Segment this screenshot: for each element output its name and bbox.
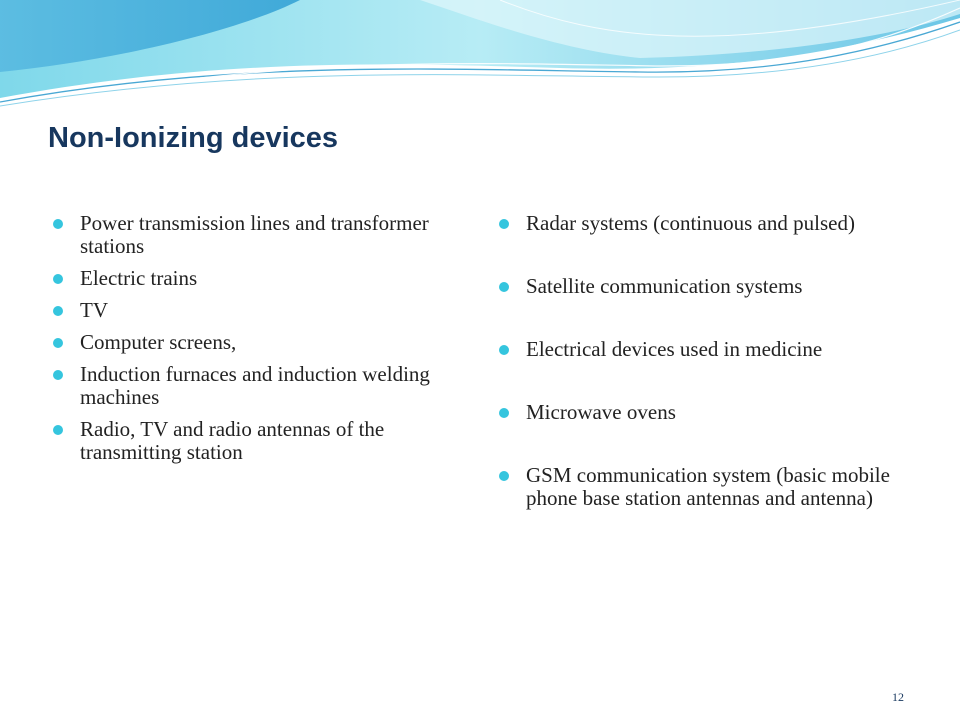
page-number: 12 xyxy=(892,690,904,704)
slide-title: Non-Ionizing devices xyxy=(48,122,339,154)
right-bullet-list xyxy=(497,212,937,528)
list-item: Computer screens, xyxy=(51,331,466,354)
list-item: Satellite communication systems xyxy=(497,275,937,298)
list-item: Radar systems (continuous and pulsed) xyxy=(497,212,937,235)
list-item: Induction furnaces and induction welding machines xyxy=(51,363,466,409)
list-item: Radio, TV and radio antennas of the transmitting station xyxy=(51,418,466,464)
decorative-wave-header xyxy=(0,0,960,120)
list-item: Electric trains xyxy=(51,267,466,290)
left-bullet-list xyxy=(51,212,466,473)
list-item: Electrical devices used in medicine xyxy=(497,338,937,361)
list-item: GSM communication system (basic mobile phone base station antennas and antenna) xyxy=(497,464,937,510)
list-item: Microwave ovens xyxy=(497,401,937,424)
list-item: Power transmission lines and transformer stations xyxy=(51,212,466,258)
list-item: TV xyxy=(51,299,466,322)
